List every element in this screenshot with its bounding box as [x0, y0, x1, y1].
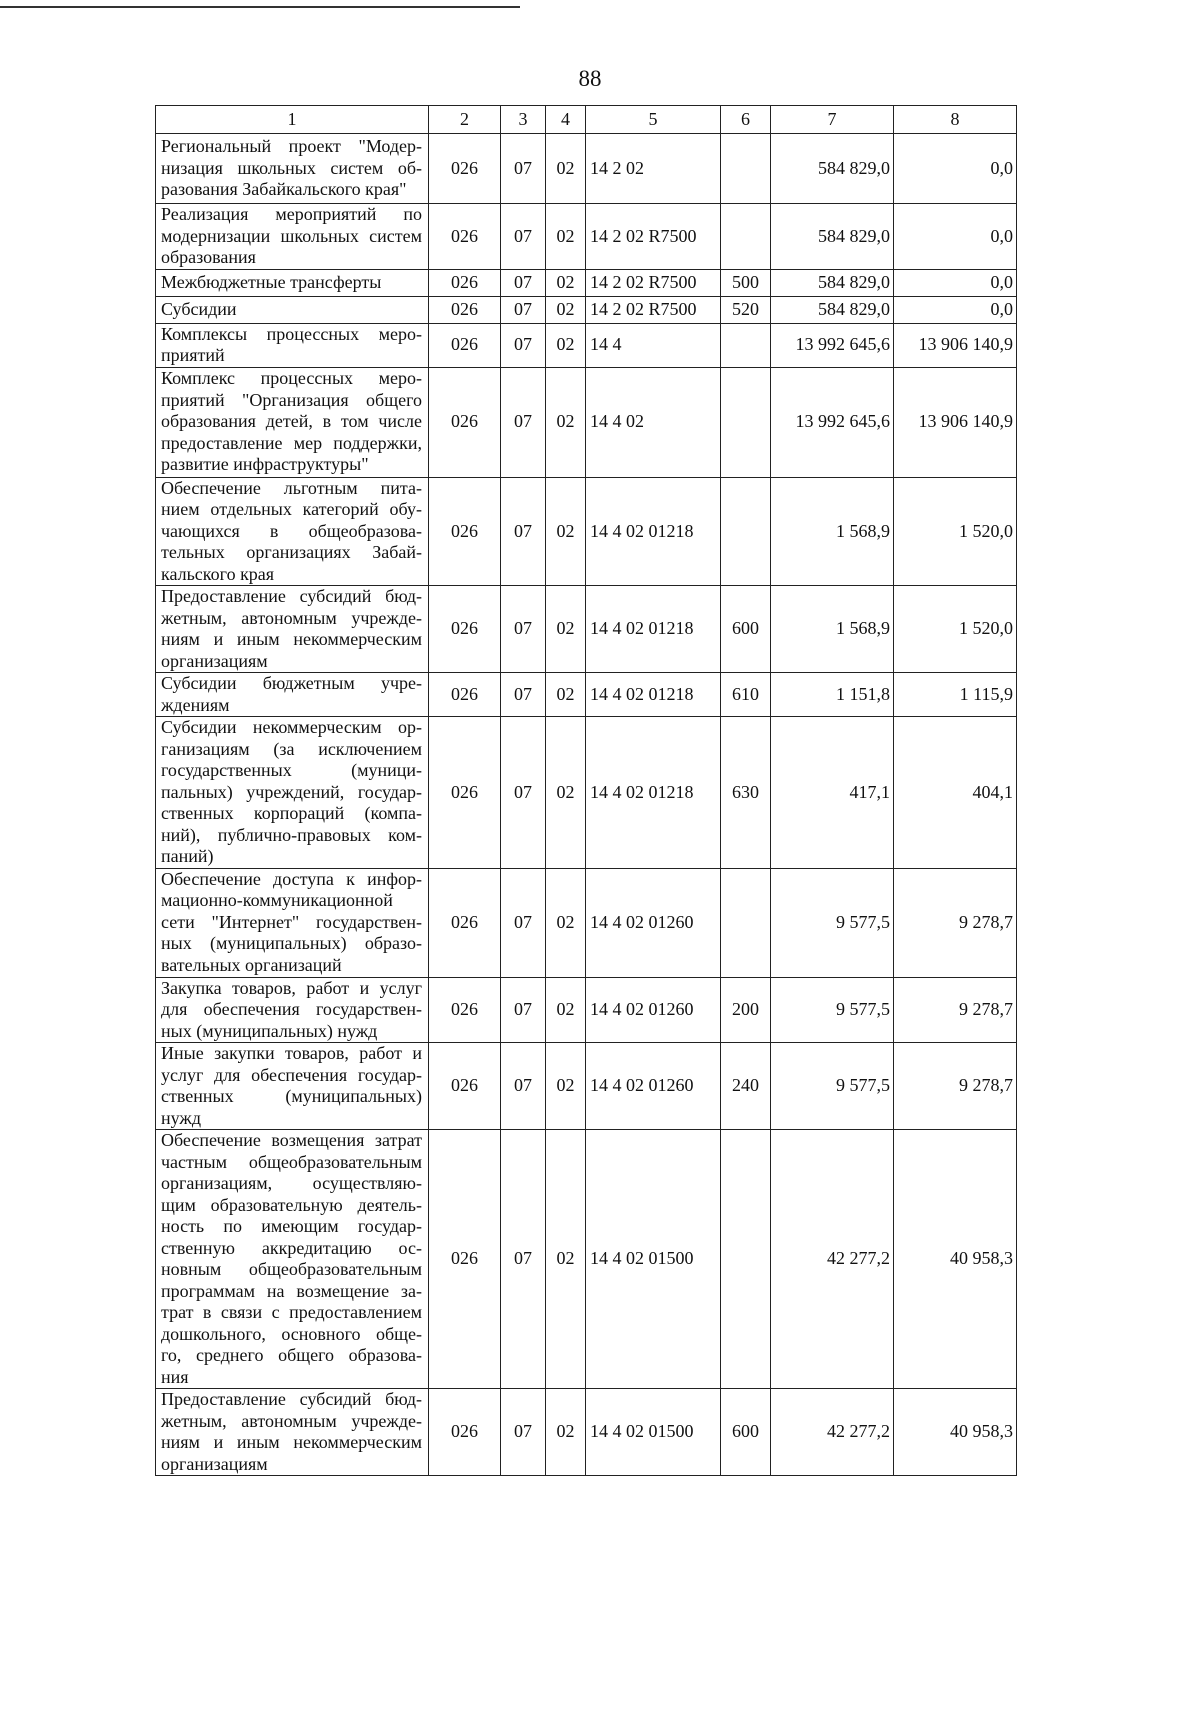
amount-year-2-cell: 40 958,3 — [894, 1130, 1017, 1389]
row-name-line: сети "Интернет" государствен- — [161, 911, 422, 932]
section-code-cell: 07 — [501, 323, 546, 367]
section-code-cell: 07 — [501, 269, 546, 296]
amount-year-2-cell: 1 520,0 — [894, 477, 1017, 586]
subsection-code-cell: 02 — [546, 586, 586, 673]
subsection-code-cell: 02 — [546, 1043, 586, 1130]
table-row — [156, 1043, 1017, 1130]
budget-table — [155, 105, 1017, 1476]
target-article-code-cell: 14 4 02 01500 — [586, 1130, 721, 1389]
expense-type-code-cell: 240 — [721, 1043, 771, 1130]
table-row — [156, 1389, 1017, 1476]
section-code-cell: 07 — [501, 204, 546, 270]
amount-year-1-cell: 13 992 645,6 — [771, 367, 894, 477]
target-article-code-cell: 14 2 02 R7500 — [586, 296, 721, 323]
amount-year-1-cell: 1 568,9 — [771, 477, 894, 586]
ministry-code-cell: 026 — [429, 977, 501, 1043]
amount-year-2-cell: 9 278,7 — [894, 868, 1017, 977]
amount-year-2-cell: 1 520,0 — [894, 586, 1017, 673]
row-name-cell — [156, 977, 429, 1043]
amount-year-1-cell: 584 829,0 — [771, 204, 894, 270]
expense-type-code-cell — [721, 134, 771, 204]
amount-year-2-cell: 404,1 — [894, 717, 1017, 869]
row-name-line: предоставление мер поддержки, — [161, 432, 422, 453]
row-name-cell — [156, 323, 429, 367]
target-article-code-cell: 14 4 02 — [586, 367, 721, 477]
row-name-line: щим образовательную деятель- — [161, 1194, 422, 1215]
section-code-cell: 07 — [501, 1389, 546, 1476]
ministry-code-cell: 026 — [429, 323, 501, 367]
ministry-code-cell: 026 — [429, 269, 501, 296]
row-name-line: трат в связи с предоставлением — [161, 1302, 422, 1322]
table-row — [156, 296, 1017, 323]
row-name-line: частным общеобразовательным — [161, 1151, 422, 1172]
ministry-code-cell: 026 — [429, 717, 501, 869]
row-name-line: ственных корпораций (компа- — [161, 803, 422, 823]
subsection-code-cell: 02 — [546, 717, 586, 869]
row-name-cell — [156, 717, 429, 869]
section-code-cell: 07 — [501, 1130, 546, 1389]
expense-type-code-cell — [721, 367, 771, 477]
row-name-line: новным общеобразовательным — [161, 1259, 422, 1279]
section-code-cell: 07 — [501, 673, 546, 717]
page-number — [0, 66, 1200, 92]
expense-type-code-cell: 600 — [721, 1389, 771, 1476]
row-name-line: тельных организациях Забай- — [161, 542, 422, 562]
subsection-code-cell: 02 — [546, 134, 586, 204]
row-name-line: кальского края — [161, 563, 275, 584]
ministry-code-cell: 026 — [429, 204, 501, 270]
expense-type-code-cell: 200 — [721, 977, 771, 1043]
table-row — [156, 323, 1017, 367]
target-article-code-cell: 14 4 02 01218 — [586, 477, 721, 586]
amount-year-1-cell: 417,1 — [771, 717, 894, 869]
section-code-cell: 07 — [501, 977, 546, 1043]
subsection-code-cell: 02 — [546, 868, 586, 977]
row-name-line: ганизациям (за исключением — [161, 738, 422, 759]
amount-year-2-cell: 9 278,7 — [894, 1043, 1017, 1130]
row-name-line: пальных) учреждений, государ- — [161, 781, 422, 802]
row-name-cell — [156, 134, 429, 204]
subsection-code-cell: 02 — [546, 296, 586, 323]
amount-year-2-cell: 0,0 — [894, 269, 1017, 296]
row-name-line: организациям — [161, 650, 268, 671]
target-article-code-cell: 14 4 02 01218 — [586, 673, 721, 717]
amount-year-1-cell: 584 829,0 — [771, 296, 894, 323]
target-article-code-cell: 14 2 02 R7500 — [586, 204, 721, 270]
row-name-cell — [156, 1389, 429, 1476]
row-name-line: ных (муниципальных) образо- — [161, 933, 422, 954]
target-article-code-cell: 14 4 02 01218 — [586, 717, 721, 869]
expense-type-code-cell: 630 — [721, 717, 771, 869]
ministry-code-cell: 026 — [429, 367, 501, 477]
section-code-cell: 07 — [501, 717, 546, 869]
subsection-code-cell: 02 — [546, 269, 586, 296]
row-name-line: ниям и иным некоммерческим — [161, 629, 422, 649]
amount-year-2-cell: 0,0 — [894, 134, 1017, 204]
amount-year-2-cell: 40 958,3 — [894, 1389, 1017, 1476]
amount-year-1-cell: 1 568,9 — [771, 586, 894, 673]
ministry-code-cell: 026 — [429, 1389, 501, 1476]
target-article-code-cell: 14 4 02 01260 — [586, 868, 721, 977]
subsection-code-cell: 02 — [546, 977, 586, 1043]
section-code-cell: 07 — [501, 134, 546, 204]
table-row — [156, 204, 1017, 270]
row-name-cell — [156, 269, 429, 296]
ministry-code-cell: 026 — [429, 868, 501, 977]
row-name-line: го, среднего общего образова- — [161, 1345, 422, 1365]
target-article-code-cell: 14 4 02 01218 — [586, 586, 721, 673]
row-name-line: ния — [161, 1366, 189, 1387]
subsection-code-cell: 02 — [546, 1389, 586, 1476]
expense-type-code-cell: 520 — [721, 296, 771, 323]
scan-edge-line — [0, 6, 520, 8]
table-row — [156, 673, 1017, 717]
amount-year-2-cell: 0,0 — [894, 296, 1017, 323]
expense-type-code-cell: 600 — [721, 586, 771, 673]
row-name-cell — [156, 673, 429, 717]
subsection-code-cell: 02 — [546, 323, 586, 367]
expense-type-code-cell — [721, 204, 771, 270]
table-header-row — [156, 106, 1017, 134]
target-article-code-cell: 14 4 02 01500 — [586, 1389, 721, 1476]
amount-year-2-cell: 1 115,9 — [894, 673, 1017, 717]
row-name-line: Предоставление субсидий бюд- — [161, 1389, 422, 1409]
amount-year-1-cell: 1 151,8 — [771, 673, 894, 717]
row-name-line: Комплекс процессных меро- — [161, 368, 422, 389]
row-name-line: ных (муниципальных) нужд — [161, 1020, 378, 1041]
amount-year-1-cell: 9 577,5 — [771, 1043, 894, 1130]
row-name-line: для обеспечения государствен- — [161, 999, 422, 1019]
row-name-cell — [156, 367, 429, 477]
row-name-line: нужд — [161, 1107, 201, 1128]
row-name-cell — [156, 586, 429, 673]
row-name-line: Субсидии бюджетным учре- — [161, 673, 422, 693]
amount-year-1-cell: 13 992 645,6 — [771, 323, 894, 367]
row-name-line: Обеспечение льготным пита- — [161, 477, 422, 498]
expense-type-code-cell: 500 — [721, 269, 771, 296]
row-name-line: Обеспечение доступа к инфор- — [161, 868, 422, 889]
row-name-line: приятий — [161, 345, 225, 365]
row-name-line: Комплексы процессных меро- — [161, 323, 422, 344]
amount-year-2-cell: 0,0 — [894, 204, 1017, 270]
amount-year-1-cell: 584 829,0 — [771, 134, 894, 204]
row-name-cell — [156, 296, 429, 323]
subsection-code-cell: 02 — [546, 673, 586, 717]
ministry-code-cell: 026 — [429, 673, 501, 717]
row-name-line: модернизации школьных систем — [161, 225, 422, 246]
target-article-code-cell: 14 4 — [586, 323, 721, 367]
expense-type-code-cell — [721, 868, 771, 977]
ministry-code-cell: 026 — [429, 296, 501, 323]
page-number-text: 88 — [578, 66, 602, 91]
header-cell: 4 — [546, 106, 586, 134]
row-name-line: Закупка товаров, работ и услуг — [161, 977, 422, 998]
row-name-line: нием отдельных категорий обу- — [161, 499, 422, 519]
section-code-cell: 07 — [501, 477, 546, 586]
ministry-code-cell: 026 — [429, 1130, 501, 1389]
row-name-line: дошкольного, основного обще- — [161, 1323, 422, 1344]
header-cell: 5 — [586, 106, 721, 134]
row-name-line: чающихся в общеобразова- — [161, 520, 422, 541]
row-name-line: организациям, осуществляю- — [161, 1173, 422, 1193]
table-row — [156, 134, 1017, 204]
row-name-line: ниям и иным некоммерческим — [161, 1432, 422, 1452]
amount-year-2-cell: 13 906 140,9 — [894, 323, 1017, 367]
amount-year-1-cell: 9 577,5 — [771, 977, 894, 1043]
row-name-line: ний), публично-правовых ком- — [161, 824, 422, 845]
expense-type-code-cell — [721, 477, 771, 586]
row-name-line: Субсидии — [161, 298, 237, 319]
row-name-line: Иные закупки товаров, работ и — [161, 1043, 422, 1063]
row-name-line: организациям — [161, 1453, 268, 1474]
ministry-code-cell: 026 — [429, 586, 501, 673]
table-row — [156, 586, 1017, 673]
target-article-code-cell: 14 2 02 — [586, 134, 721, 204]
ministry-code-cell: 026 — [429, 1043, 501, 1130]
row-name-cell — [156, 204, 429, 270]
amount-year-1-cell: 584 829,0 — [771, 269, 894, 296]
row-name-line: жетным, автономным учрежде- — [161, 607, 422, 628]
row-name-line: паний) — [161, 846, 214, 866]
target-article-code-cell: 14 4 02 01260 — [586, 1043, 721, 1130]
expense-type-code-cell — [721, 323, 771, 367]
row-name-line: мационно-коммуникационной — [161, 890, 393, 911]
target-article-code-cell: 14 4 02 01260 — [586, 977, 721, 1043]
row-name-line: ственную аккредитацию ос- — [161, 1237, 422, 1258]
header-cell: 8 — [894, 106, 1017, 134]
row-name-line: услуг для обеспечения государ- — [161, 1064, 422, 1085]
row-name-cell — [156, 477, 429, 586]
table-row — [156, 717, 1017, 869]
row-name-line: приятий "Организация общего — [161, 389, 422, 410]
row-name-cell — [156, 868, 429, 977]
row-name-line: программам на возмещение за- — [161, 1280, 422, 1301]
row-name-line: разования Забайкальского края" — [161, 179, 407, 200]
section-code-cell: 07 — [501, 1043, 546, 1130]
row-name-line: Субсидии некоммерческим ор- — [161, 717, 422, 737]
table-row — [156, 477, 1017, 586]
ministry-code-cell: 026 — [429, 134, 501, 204]
table-row — [156, 269, 1017, 296]
target-article-code-cell: 14 2 02 R7500 — [586, 269, 721, 296]
row-name-line: низация школьных систем об- — [161, 157, 422, 178]
amount-year-1-cell: 9 577,5 — [771, 868, 894, 977]
table-row — [156, 367, 1017, 477]
table-row — [156, 977, 1017, 1043]
row-name-line: Реализация мероприятий по — [161, 204, 422, 224]
row-name-line: образования детей, в том числе — [161, 411, 422, 432]
row-name-cell — [156, 1130, 429, 1389]
row-name-line: ждениям — [161, 694, 230, 715]
row-name-line: ность по имеющим государ- — [161, 1216, 422, 1236]
section-code-cell: 07 — [501, 367, 546, 477]
amount-year-2-cell: 13 906 140,9 — [894, 367, 1017, 477]
amount-year-2-cell: 9 278,7 — [894, 977, 1017, 1043]
row-name-line: Межбюджетные трансферты — [161, 271, 382, 292]
header-cell: 6 — [721, 106, 771, 134]
row-name-line: государственных (муници- — [161, 760, 422, 780]
header-cell: 3 — [501, 106, 546, 134]
section-code-cell: 07 — [501, 868, 546, 977]
header-cell: 7 — [771, 106, 894, 134]
expense-type-code-cell — [721, 1130, 771, 1389]
header-cell: 1 — [156, 106, 429, 134]
row-name-line: жетным, автономным учрежде- — [161, 1410, 422, 1431]
ministry-code-cell: 026 — [429, 477, 501, 586]
section-code-cell: 07 — [501, 586, 546, 673]
header-cell: 2 — [429, 106, 501, 134]
row-name-line: Региональный проект "Модер- — [161, 136, 422, 157]
row-name-line: образования — [161, 247, 256, 267]
row-name-line: вательных организаций — [161, 954, 342, 975]
subsection-code-cell: 02 — [546, 1130, 586, 1389]
table-row — [156, 1130, 1017, 1389]
subsection-code-cell: 02 — [546, 367, 586, 477]
section-code-cell: 07 — [501, 296, 546, 323]
expense-type-code-cell: 610 — [721, 673, 771, 717]
table-row — [156, 868, 1017, 977]
row-name-line: ственных (муниципальных) — [161, 1086, 422, 1106]
row-name-line: развитие инфраструктуры" — [161, 454, 369, 475]
subsection-code-cell: 02 — [546, 477, 586, 586]
row-name-line: Предоставление субсидий бюд- — [161, 586, 422, 606]
subsection-code-cell: 02 — [546, 204, 586, 270]
row-name-line: Обеспечение возмещения затрат — [161, 1130, 422, 1150]
amount-year-1-cell: 42 277,2 — [771, 1130, 894, 1389]
row-name-cell — [156, 1043, 429, 1130]
amount-year-1-cell: 42 277,2 — [771, 1389, 894, 1476]
